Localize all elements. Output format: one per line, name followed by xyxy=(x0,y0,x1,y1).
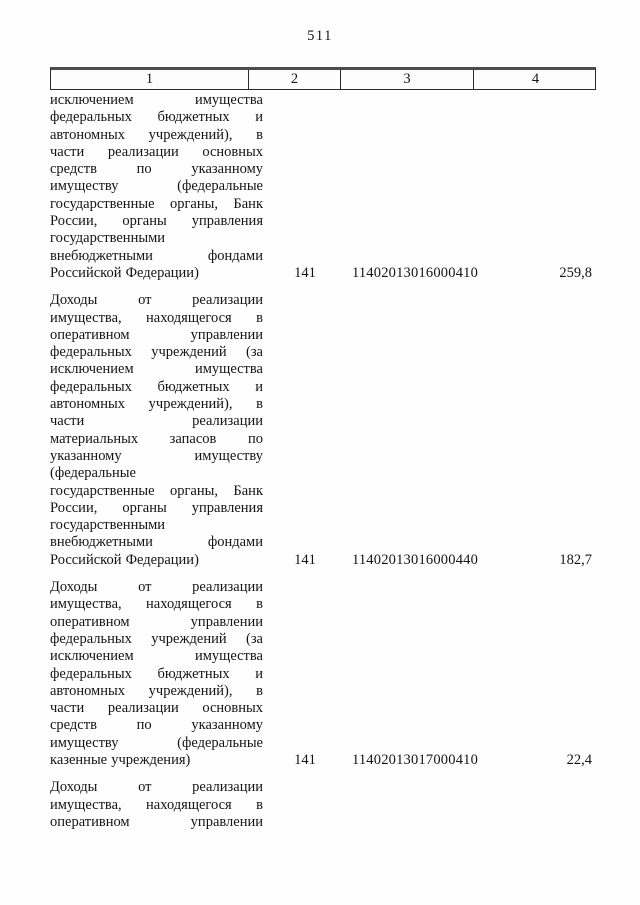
description-line: автономных учреждений), в xyxy=(50,126,263,143)
description-line: имуществу (федеральные xyxy=(50,178,263,195)
description-line: федеральных бюджетных и xyxy=(50,378,263,395)
description-line: государственными xyxy=(50,230,166,247)
column-header-2: 2 xyxy=(249,70,341,89)
row-description xyxy=(50,779,263,831)
description-line: указанному имуществу xyxy=(50,447,263,464)
row-description xyxy=(50,92,263,282)
page-number: 511 xyxy=(307,28,333,44)
description-line: федеральных бюджетных и xyxy=(50,109,263,126)
description-line: имуществу (федеральные xyxy=(50,734,263,751)
column-header-4: 4 xyxy=(531,71,540,87)
description-line: исключением имущества xyxy=(50,92,263,108)
column-header-1: 1 xyxy=(51,70,249,89)
description-line: России, органы управления xyxy=(50,499,263,516)
description-line: части реализации xyxy=(50,413,263,430)
table-header-row xyxy=(50,67,596,90)
budget-classification-code: 11402013016000410 xyxy=(351,264,479,281)
description-line: исключением имущества xyxy=(50,648,263,665)
chief-admin-code: 141 xyxy=(294,551,316,568)
description-line: федеральных учреждений (за xyxy=(50,630,263,647)
table-row xyxy=(50,769,596,831)
description-line: Доходы от реализации xyxy=(50,292,263,309)
description-line: имущества, находящегося в xyxy=(50,309,263,326)
amount-value: 259,8 xyxy=(559,264,592,281)
description-line: исключением имущества xyxy=(50,361,263,378)
description-line: Российской Федерации) xyxy=(50,264,199,281)
table-row xyxy=(50,90,596,282)
description-line: государственными xyxy=(50,517,166,534)
description-line: казенные учреждения) xyxy=(50,751,191,768)
table-row xyxy=(50,569,596,769)
description-line: автономных учреждений), в xyxy=(50,682,263,699)
description-line: части реализации основных xyxy=(50,700,263,717)
row-description xyxy=(50,292,263,569)
description-line: оперативном управлении xyxy=(50,813,263,830)
chief-admin-code: 141 xyxy=(294,751,316,768)
description-line: (федеральные xyxy=(50,465,136,482)
chief-admin-code: 141 xyxy=(294,264,316,281)
description-line: Доходы от реализации xyxy=(50,779,263,796)
description-line: оперативном управлении xyxy=(50,326,263,343)
column-header-3: 3 xyxy=(341,70,474,89)
table-row xyxy=(50,282,596,569)
description-line: средств по указанному xyxy=(50,161,263,178)
description-line: Доходы от реализации xyxy=(50,579,263,596)
description-line: государственные органы, Банк xyxy=(50,482,263,499)
description-line: автономных учреждений), в xyxy=(50,396,263,413)
table-body xyxy=(50,90,596,831)
description-line: имущества, находящегося в xyxy=(50,596,263,613)
description-line: внебюджетными фондами xyxy=(50,247,263,264)
description-line: федеральных учреждений (за xyxy=(50,344,263,361)
description-line: части реализации основных xyxy=(50,143,263,160)
description-line: внебюджетными фондами xyxy=(50,534,263,551)
budget-classification-code: 11402013017000410 xyxy=(351,751,479,768)
description-line: федеральных бюджетных и xyxy=(50,665,263,682)
description-line: Российской Федерации) xyxy=(50,551,199,568)
description-line: России, органы управления xyxy=(50,213,263,230)
amount-value: 22,4 xyxy=(566,751,592,768)
budget-classification-code: 11402013016000440 xyxy=(351,551,479,568)
description-line: оперативном управлении xyxy=(50,613,263,630)
description-line: средств по указанному xyxy=(50,717,263,734)
description-line: государственные органы, Банк xyxy=(50,195,263,212)
description-line: имущества, находящегося в xyxy=(50,796,263,813)
amount-value: 182,7 xyxy=(559,551,592,568)
row-description xyxy=(50,579,263,769)
description-line: материальных запасов по xyxy=(50,430,263,447)
